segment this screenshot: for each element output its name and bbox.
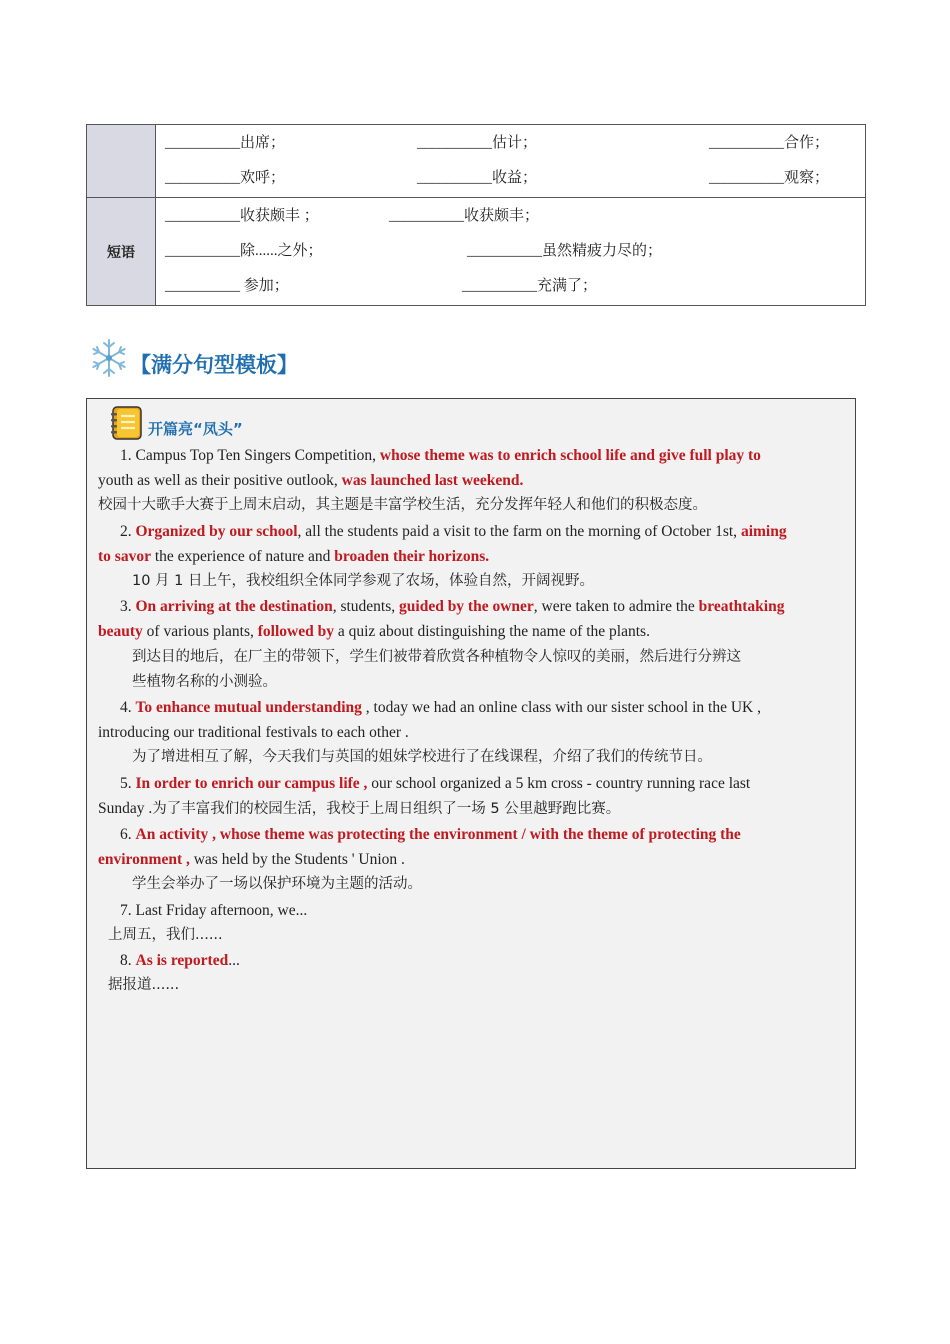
word-item: __________出席；	[165, 135, 286, 151]
sentence-4-line-2: introducing our traditional festivals to each other .	[98, 724, 409, 742]
word-item: __________观察；	[709, 170, 830, 186]
sentence-8-line-1: 8. As is reported...	[120, 952, 240, 970]
snowflake-icon	[88, 337, 130, 379]
sentence-5-line-1: 5. In order to enrich our campus life , our school organized a 5 km cross - country running race last	[120, 774, 751, 792]
phrase-row-1	[157, 199, 864, 234]
phrase-item: __________除......之外；	[165, 243, 323, 259]
sentence-4-line-1: 4. To enhance mutual understanding , today we had an online class with our sister school in the UK ,	[120, 699, 761, 717]
word-row-2	[157, 161, 864, 196]
sentence-6-translation: 学生会举办了一场以保护环境为主题的活动。	[132, 876, 422, 893]
subsection-title	[109, 405, 243, 441]
sentence-6-line-1: 6. An activity , whose theme was protecting the environment / with the theme of protecting the	[120, 826, 741, 844]
word-row-1	[157, 126, 864, 161]
vocab-table	[86, 124, 866, 306]
sentence-2-line-2: to savor the experience of nature and broaden their horizons.	[98, 547, 490, 565]
sentence-6-line-2: environment , was held by the Students ' Union .	[98, 851, 405, 869]
section-heading: 【满分句型模板】	[130, 353, 298, 377]
sentence-list	[98, 443, 847, 998]
phrase-item: __________虽然精疲力尽的；	[467, 243, 663, 259]
phrase-item: __________充满了；	[462, 278, 598, 294]
sentence-5-line-2: Sunday .为了丰富我们的校园生活，我校于上周日组织了一场 5 公里越野跑比赛。	[98, 799, 621, 817]
word-item: __________欢呼；	[165, 170, 286, 186]
sentence-8-translation: 据报道......	[108, 977, 180, 994]
sentence-3-line-2: beauty of various plants, followed by a quiz about distinguishing the name of the plants.	[98, 623, 650, 641]
phrase-label: 短语	[87, 198, 156, 306]
section-title	[88, 336, 298, 380]
sentence-1-line-2: youth as well as their positive outlook, was launched last weekend.	[98, 472, 524, 490]
phrase-row-2	[157, 234, 864, 269]
sentence-7-line-1: 7. Last Friday afternoon, we...	[120, 901, 308, 919]
sentence-7-translation: 上周五，我们......	[108, 926, 223, 943]
phrase-item: __________收获颇丰；	[389, 208, 540, 224]
word-item: __________合作；	[709, 135, 830, 151]
phrase-item: __________ 参加；	[165, 278, 289, 294]
sentence-2-line-1: 2. Organized by our school, all the students paid a visit to the farm on the morning of October 1st, aiming	[120, 522, 787, 540]
word-cell	[156, 125, 866, 198]
phrase-cell	[156, 198, 866, 306]
word-item: __________估计；	[417, 135, 538, 151]
sentence-1-translation: 校园十大歌手大赛于上周末启动，其主题是丰富学校生活，充分发挥年轻人和他们的积极态度。	[98, 497, 707, 514]
subsection-heading: 开篇亮“凤头”	[148, 420, 243, 438]
phrase-row-3	[157, 269, 864, 304]
sentence-1-line-1: 1. Campus Top Ten Singers Competition, whose theme was to enrich school life and give full play to	[120, 447, 761, 464]
sentence-3-translation-1: 到达目的地后，在厂主的带领下，学生们被带着欣赏各种植物令人惊叹的美丽，然后进行分辨这	[132, 648, 741, 665]
sentence-3-translation-2: 些植物名称的小测验。	[132, 673, 277, 690]
template-box	[86, 398, 856, 1169]
notebook-icon	[109, 405, 145, 441]
word-item: __________收益；	[417, 170, 538, 186]
sentence-3-line-1: 3. On arriving at the destination, students, guided by the owner, were taken to admire the breathtaking	[120, 598, 785, 616]
sentence-2-translation: 10 月 1 日上午，我校组织全体同学参观了农场，体验自然，开阔视野。	[132, 573, 595, 590]
label-cell-empty	[87, 125, 156, 198]
sentence-4-translation: 为了增进相互了解，今天我们与英国的姐妹学校进行了在线课程，介绍了我们的传统节日。	[132, 749, 712, 766]
phrase-item: __________收获颇丰 ；	[165, 208, 319, 224]
